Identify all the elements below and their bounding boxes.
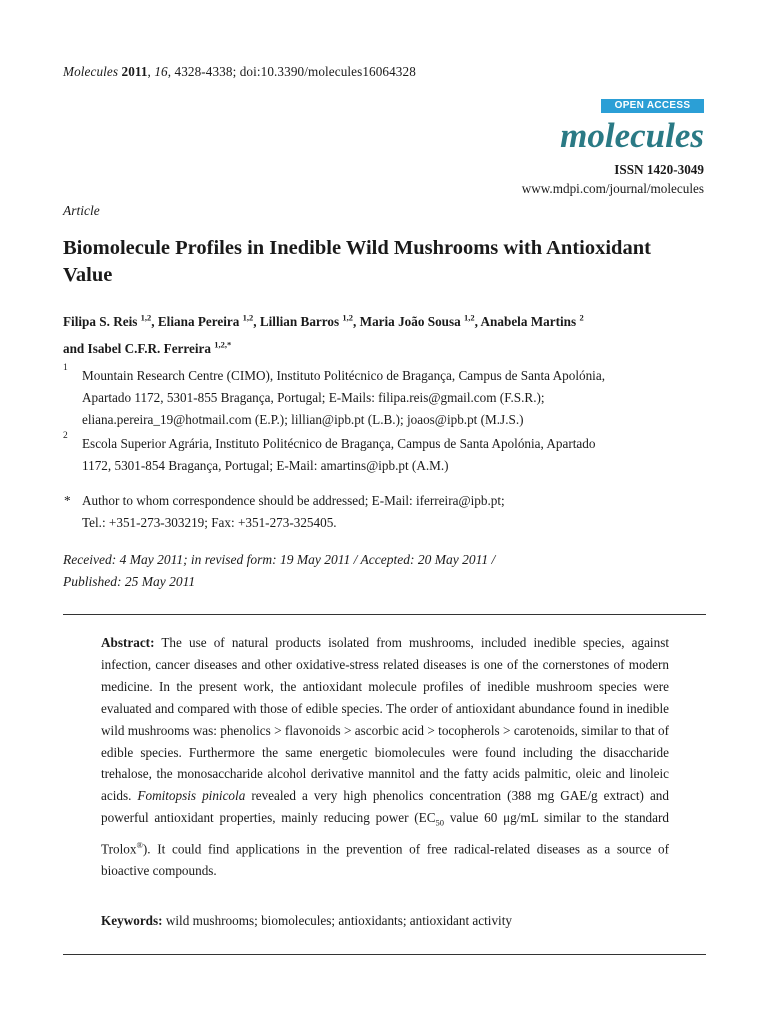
author: [63, 341, 231, 356]
author: Lillian Barros $^{1,2}$,: [259, 313, 360, 330]
abstract-label: Abstract:: [101, 635, 155, 650]
registered-mark: ®: [136, 839, 143, 850]
author: Filipa S. Reis $^{1,2}$,: [63, 313, 158, 330]
corresponding-author-marker: *: [227, 339, 232, 350]
author-name: Lillian Barros: [259, 314, 340, 330]
author-name: Filipa S. Reis: [63, 314, 138, 330]
publication-dates: [63, 549, 703, 593]
affiliation-number: 2: [63, 431, 68, 441]
affiliation-number: 1: [63, 363, 68, 373]
correspondence-line: Author to whom correspondence should be addressed; E-Mail: iferreira@ipb.pt;: [82, 493, 505, 508]
keywords: [101, 913, 669, 929]
keywords-label: Keywords:: [101, 913, 163, 928]
abstract: Abstract: The use of natural products isolated from mushrooms, included inedible species, against infection, cancer diseases and other oxidative-stress related diseases is one of the cornerstones of modern medicine. In the present work, the antioxidant molecule profiles of inedible mushroom species were evaluated and compared with those of edible species. The order of antioxidant abundance found in inedible wild mushrooms was: phenolics > flavonoids > ascorbic acid > tocopherols > carotenoids, similar to that of edible species. Furthermore the same energetic biomolecules were found including the disaccharide trehalose, the monosaccharide alcohol derivative mannitol and the fatty acids palmitic, oleic and linoleic acids. Fomitopsis pinicola revealed a very high phenolics concentration (388 mg GAE/g extract) and powerful antioxidant properties, mainly reducing power ($EC_{50}$ value 60 μg/mL similar to the standard Trolox®). It could find applications in the prevention of free radical-related diseases as a source of bioactive compounds.: [101, 635, 669, 879]
keywords-text: wild mushrooms; biomolecules; antioxidants; antioxidant activity: [162, 913, 512, 928]
correspondence-line: Tel.: +351-273-303219; Fax: +351-273-325405.: [82, 515, 337, 530]
affiliation-line: 1172, 5301-854 Bragança, Portugal; E-Mail: amartins@ipb.pt (A.M.): [82, 458, 449, 473]
author-name: Maria João Sousa: [359, 314, 461, 330]
author-list: [63, 307, 713, 360]
article-title: Biomolecule Profiles in Inedible Wild Mushrooms with Antioxidant Value: [63, 237, 651, 286]
citation-volume: 16: [154, 64, 168, 79]
author-affiliation-marker: 1,2,*: [214, 339, 232, 350]
affiliation-line: Mountain Research Centre (CIMO), Instituto Politécnico de Bragança, Campus de Santa Apolónia,: [82, 368, 605, 383]
author-affiliation-marker: 1,2: [242, 313, 254, 323]
article-type: Article: [63, 203, 100, 218]
author-affiliation-marker: 2: [579, 313, 584, 323]
abstract-top-rule: [63, 614, 706, 615]
author-affiliation-marker: 1,2: [342, 313, 354, 323]
author-affiliation-marker: 1,2: [140, 313, 152, 323]
author: Eliana Pereira $^{1,2}$,: [157, 313, 260, 330]
journal-website[interactable]: www.mdpi.com/journal/molecules: [521, 181, 704, 196]
affiliation-line: Escola Superior Agrária, Instituto Politécnico de Bragança, Campus de Santa Apolónia, Apartado: [82, 436, 596, 451]
citation-pages-doi: , 4328-4338; doi:10.3390/molecules16064328: [167, 64, 416, 79]
issn: ISSN 1420-3049: [614, 162, 704, 177]
affiliation-line: Apartado 1172, 5301-855 Bragança, Portugal; E-Mails: filipa.reis@gmail.com (F.S.R.);: [82, 390, 545, 405]
author-name: and Isabel C.F.R. Ferreira: [63, 340, 211, 356]
open-access-badge: OPEN ACCESS: [601, 99, 704, 113]
correspondence-marker: *: [64, 493, 71, 508]
affiliation-line: eliana.pereira_19@hotmail.com (E.P.); lillian@ipb.pt (L.B.); joaos@ipb.pt (M.J.S.): [82, 412, 524, 427]
dates-received-accepted: Received: 4 May 2011; in revised form: 19 May 2011 / Accepted: 20 May 2011 /: [63, 552, 496, 567]
author-name: Anabela Martins: [480, 314, 577, 330]
citation-year: 2011: [121, 64, 148, 79]
author: Maria João Sousa $^{1,2}$,: [359, 313, 481, 330]
citation-journal: Molecules: [63, 64, 119, 79]
species-name: Fomitopsis pinicola: [137, 788, 246, 804]
abstract-bottom-rule: [63, 954, 706, 955]
citation-line: Molecules 2011, 16, 4328-4338; doi:10.3390/molecules16064328: [63, 64, 416, 79]
author-affiliation-marker: 1,2: [464, 313, 475, 323]
author-name: Eliana Pereira: [157, 314, 240, 330]
author: [481, 314, 584, 329]
journal-logo: molecules: [560, 116, 704, 155]
dates-published: Published: 25 May 2011: [63, 574, 196, 589]
